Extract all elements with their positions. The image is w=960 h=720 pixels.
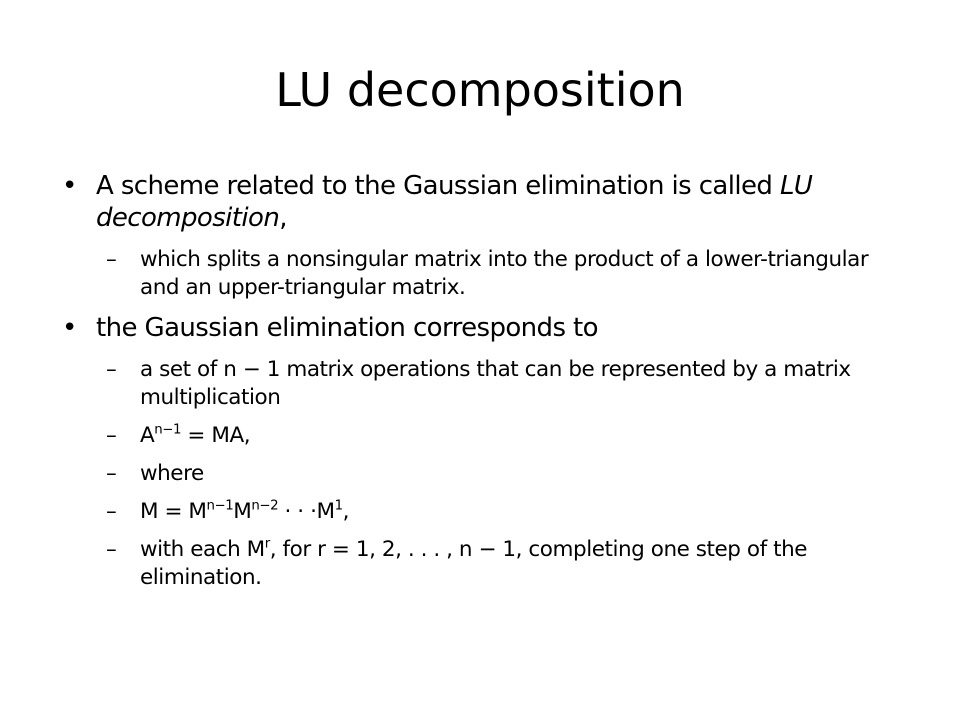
dash-marker: – [106,461,117,486]
formula-part: , for r = 1, 2, . . . , n − 1, completing one step of the elimination. [140,537,808,590]
bullet-marker: • [62,171,77,201]
slide-title: LU decomposition [275,63,685,117]
sub-item-text: where [140,461,204,486]
sub-item [106,356,912,412]
dash-marker: – [106,423,117,448]
sub-item-text: which splits a nonsingular matrix into the product of a lower-triangular and an upper-triangular matrix. [140,247,869,300]
formula-base: A [140,423,155,448]
formula-part: M = M [140,499,207,524]
dash-marker: – [106,537,117,562]
formula-superscript: r [264,536,270,552]
sub-item-text: a set of n − 1 matrix operations that can be represented by a matrix multiplication [140,357,851,410]
slide-content [62,170,912,602]
bullet-text: the Gaussian elimination corresponds to [96,313,598,343]
formula-part: M [233,499,252,524]
formula-rest: = MA, [181,423,251,448]
sub-item [106,536,912,592]
formula-superscript: n−1 [206,498,234,514]
formula-superscript: n−1 [154,422,182,438]
bullet-text: A scheme related to the Gaussian elimination is called [96,171,780,201]
bullet-marker: • [62,313,77,343]
bullet-item [62,170,912,234]
bullet-text-after: , [279,203,287,233]
sub-item [106,498,912,526]
formula-part: with each M [140,537,265,562]
formula-superscript: n−2 [251,498,279,514]
sub-item [106,460,912,488]
dash-marker: – [106,499,117,524]
dash-marker: – [106,247,117,272]
bullet-emphasis: LU decomposition [96,171,813,233]
formula-superscript: 1 [334,498,343,514]
formula-part: , [342,499,349,524]
bullet-item [62,312,912,344]
dash-marker: – [106,357,117,382]
formula-part: · · ·M [278,499,335,524]
sub-item [106,422,912,450]
sub-item [106,246,912,302]
